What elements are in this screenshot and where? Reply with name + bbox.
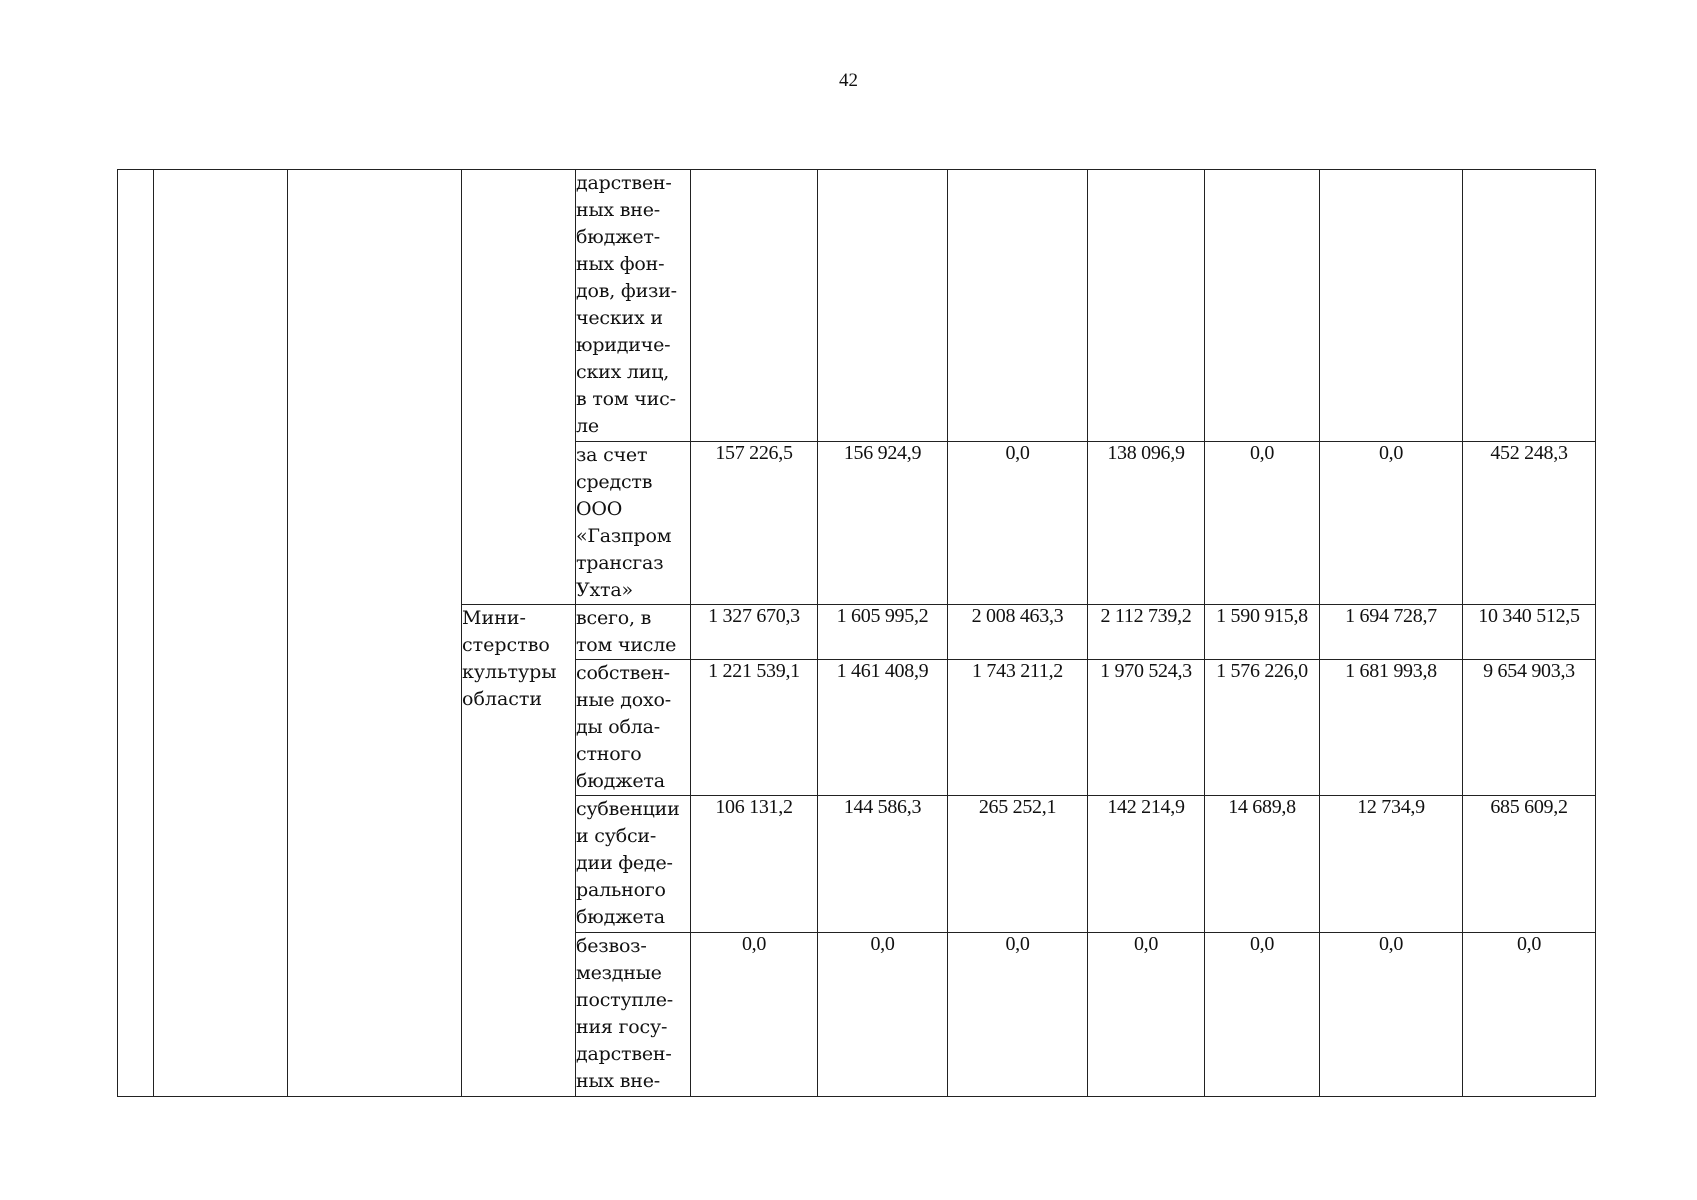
value-cell: 1 694 728,7 <box>1320 605 1463 660</box>
source-description: дарствен- ных вне- бюджет- ных фон- дов, физи- ческих и юридиче- ских лиц, в том чис- ле <box>576 170 691 442</box>
value-cell: 452 248,3 <box>1463 442 1596 605</box>
value-cell: 2 112 739,2 <box>1088 605 1205 660</box>
value-cell: 1 461 408,9 <box>818 660 948 796</box>
value-cell: 0,0 <box>818 933 948 1097</box>
value-cell: 2 008 463,3 <box>948 605 1088 660</box>
source-description: собствен- ные дохо- ды обла- стного бюджета <box>576 660 691 796</box>
value-cell: 1 605 995,2 <box>818 605 948 660</box>
value-cell: 0,0 <box>1320 933 1463 1097</box>
value-cell: 0,0 <box>1205 933 1320 1097</box>
value-cell <box>948 170 1088 442</box>
value-cell: 1 221 539,1 <box>691 660 818 796</box>
value-cell: 14 689,8 <box>1205 796 1320 933</box>
value-cell <box>691 170 818 442</box>
value-cell: 1 970 524,3 <box>1088 660 1205 796</box>
value-cell: 1 590 915,8 <box>1205 605 1320 660</box>
value-cell: 0,0 <box>1320 442 1463 605</box>
value-cell <box>1320 170 1463 442</box>
value-cell <box>818 170 948 442</box>
value-cell: 10 340 512,5 <box>1463 605 1596 660</box>
program-name-cell <box>154 170 288 1097</box>
page-number: 42 <box>839 70 858 91</box>
value-cell: 12 734,9 <box>1320 796 1463 933</box>
value-cell <box>1463 170 1596 442</box>
value-cell <box>1205 170 1320 442</box>
value-cell: 0,0 <box>948 442 1088 605</box>
value-cell: 156 924,9 <box>818 442 948 605</box>
value-cell: 685 609,2 <box>1463 796 1596 933</box>
value-cell: 1 576 226,0 <box>1205 660 1320 796</box>
value-cell: 0,0 <box>691 933 818 1097</box>
owner-cell-previous <box>462 170 576 605</box>
source-description: всего, в том числе <box>576 605 691 660</box>
owner-cell: Мини- стерство культуры области <box>462 605 576 1097</box>
source-description: субвенции и субси- дии феде- рального бюджета <box>576 796 691 933</box>
source-description: за счет средств ООО «Газпром трансгаз Ухта» <box>576 442 691 605</box>
value-cell: 0,0 <box>1463 933 1596 1097</box>
value-cell: 1 743 211,2 <box>948 660 1088 796</box>
value-cell: 0,0 <box>948 933 1088 1097</box>
value-cell: 142 214,9 <box>1088 796 1205 933</box>
table-row <box>118 170 1596 442</box>
value-cell: 265 252,1 <box>948 796 1088 933</box>
budget-table <box>117 169 1596 1097</box>
value-cell: 157 226,5 <box>691 442 818 605</box>
value-cell: 106 131,2 <box>691 796 818 933</box>
value-cell: 1 681 993,8 <box>1320 660 1463 796</box>
source-description: безвоз- мездные поступле- ния госу- дарствен- ных вне- <box>576 933 691 1097</box>
row-number-cell <box>118 170 154 1097</box>
value-cell: 144 586,3 <box>818 796 948 933</box>
measure-name-cell <box>288 170 462 1097</box>
value-cell: 138 096,9 <box>1088 442 1205 605</box>
value-cell <box>1088 170 1205 442</box>
value-cell: 0,0 <box>1088 933 1205 1097</box>
value-cell: 0,0 <box>1205 442 1320 605</box>
value-cell: 9 654 903,3 <box>1463 660 1596 796</box>
value-cell: 1 327 670,3 <box>691 605 818 660</box>
